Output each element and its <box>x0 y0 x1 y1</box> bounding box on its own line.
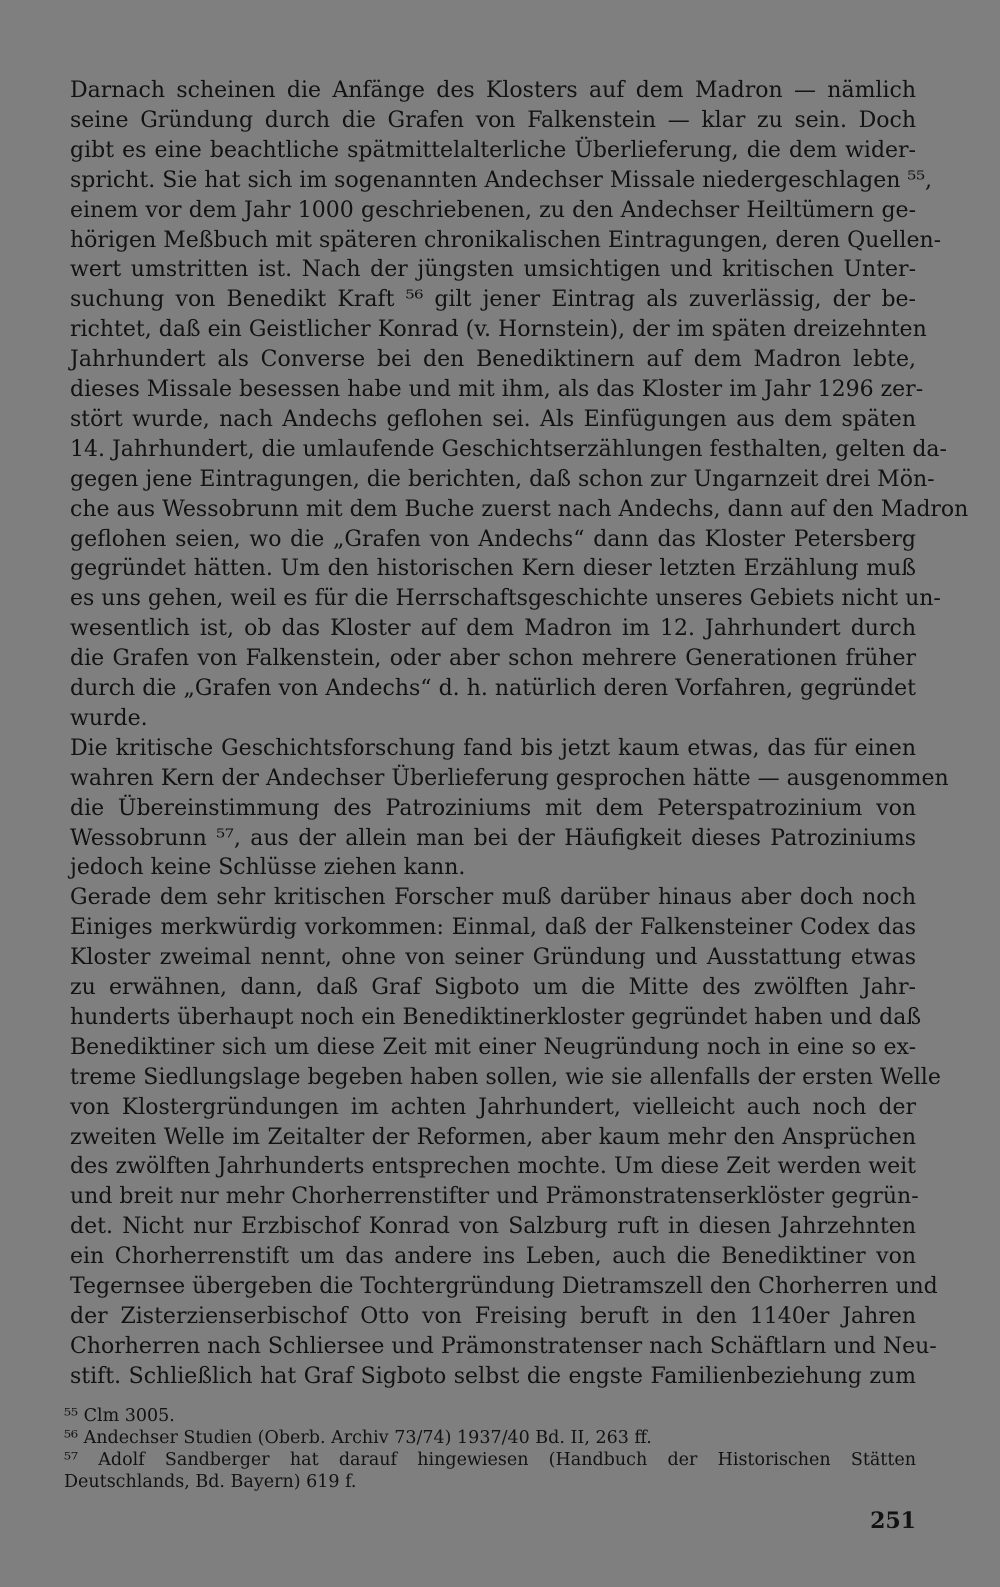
text-line: zweiten Welle im Zeitalter der Reformen, aber kaum mehr den Ansprüchen <box>70 1125 916 1150</box>
text-line: die Übereinstimmung des Patroziniums mit dem Peterspatrozinium von <box>70 796 916 821</box>
text-line: Einiges merkwürdig vorkommen: Einmal, daß der Falkensteiner Codex das <box>70 915 916 940</box>
text-line: det. Nicht nur Erzbischof Konrad von Salzburg ruft in diesen Jahrzehnten <box>70 1214 916 1239</box>
text-line: wurde. <box>70 706 148 731</box>
text-line: gegründet hätten. Um den historischen Kern dieser letzten Erzählung muß <box>70 556 916 581</box>
footnote-line: ⁵⁷ Adolf Sandberger hat darauf hingewiesen (Handbuch der Historischen Stätten <box>64 1450 916 1470</box>
text-line: geflohen seien, wo die „Grafen von Andechs“ dann das Kloster Petersberg <box>70 527 916 552</box>
text-line: ein Chorherrenstift um das andere ins Leben, auch die Benediktiner von <box>70 1244 916 1269</box>
text-line: Die kritische Geschichtsforschung fand bis jetzt kaum etwas, das für einen <box>70 736 916 761</box>
text-line: wahren Kern der Andechser Überlieferung gesprochen hätte — ausgenommen <box>70 766 949 791</box>
text-line: von Klostergründungen im achten Jahrhundert, vielleicht auch noch der <box>70 1095 916 1120</box>
text-line: des zwölften Jahrhunderts entsprechen mochte. Um diese Zeit werden weit <box>70 1154 916 1179</box>
text-line: 14. Jahrhundert, die umlaufende Geschichtserzählungen festhalten, gelten da- <box>70 437 947 462</box>
text-line: Chorherren nach Schliersee und Prämonstratenser nach Schäftlarn und Neu- <box>70 1334 937 1359</box>
text-line: stift. Schließlich hat Graf Sigboto selbst die engste Familienbeziehung zum <box>70 1364 916 1389</box>
text-line: spricht. Sie hat sich im sogenannten Andechser Missale niedergeschlagen ⁵⁵, <box>70 168 933 193</box>
text-line: es uns gehen, weil es für die Herrschaftsgeschichte unseres Gebiets nicht un- <box>70 586 941 611</box>
text-line: wesentlich ist, ob das Kloster auf dem Madron im 12. Jahrhundert durch <box>70 616 916 641</box>
text-line: gegen jene Eintragungen, die berichten, daß schon zur Ungarnzeit drei Mön- <box>70 467 935 492</box>
text-line: Darnach scheinen die Anfänge des Klosters auf dem Madron — nämlich <box>70 78 916 103</box>
text-line: die Grafen von Falkenstein, oder aber schon mehrere Generationen früher <box>70 646 916 671</box>
footnote-line: Deutschlands, Bd. Bayern) 619 f. <box>64 1472 357 1492</box>
text-line: che aus Wessobrunn mit dem Buche zuerst nach Andechs, dann auf den Madron <box>70 497 969 522</box>
page-number: 251 <box>870 1508 916 1534</box>
text-line: wert umstritten ist. Nach der jüngsten umsichtigen und kritischen Unter- <box>70 257 916 282</box>
text-line: durch die „Grafen von Andechs“ d. h. natürlich deren Vorfahren, gegründet <box>70 676 916 701</box>
text-line: einem vor dem Jahr 1000 geschriebenen, zu den Andechser Heiltümern ge- <box>70 198 916 223</box>
text-line: Jahrhundert als Converse bei den Benediktinern auf dem Madron lebte, <box>70 347 916 372</box>
text-line: seine Gründung durch die Grafen von Falkenstein — klar zu sein. Doch <box>70 108 916 133</box>
text-line: Benediktiner sich um diese Zeit mit einer Neugründung noch in eine so ex- <box>70 1035 916 1060</box>
footnote-line: ⁵⁵ Clm 3005. <box>64 1406 175 1426</box>
text-line: gibt es eine beachtliche spätmittelalterliche Überlieferung, die dem wider- <box>70 138 916 163</box>
text-line: suchung von Benedikt Kraft ⁵⁶ gilt jener Eintrag als zuverlässig, der be- <box>70 287 916 312</box>
text-line: und breit nur mehr Chorherrenstifter und Prämonstratenserklöster gegrün- <box>70 1184 919 1209</box>
text-line: der Zisterzienserbischof Otto von Freising beruft in den 1140er Jahren <box>70 1304 916 1329</box>
text-line: hörigen Meßbuch mit späteren chronikalischen Eintragungen, deren Quellen- <box>70 228 942 253</box>
text-line: stört wurde, nach Andechs geflohen sei. Als Einfügungen aus dem späten <box>70 407 916 432</box>
text-line: Tegernsee übergeben die Tochtergründung Dietramszell den Chorherren und <box>70 1274 938 1299</box>
text-line: Gerade dem sehr kritischen Forscher muß darüber hinaus aber doch noch <box>70 885 916 910</box>
text-line: treme Siedlungslage begeben haben sollen, wie sie allenfalls der ersten Welle <box>70 1065 941 1090</box>
text-line: richtet, daß ein Geistlicher Konrad (v. Hornstein), der im späten dreizehnten <box>70 317 927 342</box>
text-line: hunderts überhaupt noch ein Benediktinerkloster gegründet haben und daß <box>70 1005 922 1030</box>
text-line: jedoch keine Schlüsse ziehen kann. <box>70 855 466 880</box>
text-line: dieses Missale besessen habe und mit ihm, als das Kloster im Jahr 1296 zer- <box>70 377 924 402</box>
text-line: zu erwähnen, dann, daß Graf Sigboto um die Mitte des zwölften Jahr- <box>70 975 916 1000</box>
footnote-line: ⁵⁶ Andechser Studien (Oberb. Archiv 73/74) 1937/40 Bd. II, 263 ff. <box>64 1428 652 1448</box>
text-line: Kloster zweimal nennt, ohne von seiner Gründung und Ausstattung etwas <box>70 945 916 970</box>
text-line: Wessobrunn ⁵⁷, aus der allein man bei der Häufigkeit dieses Patroziniums <box>70 826 916 851</box>
